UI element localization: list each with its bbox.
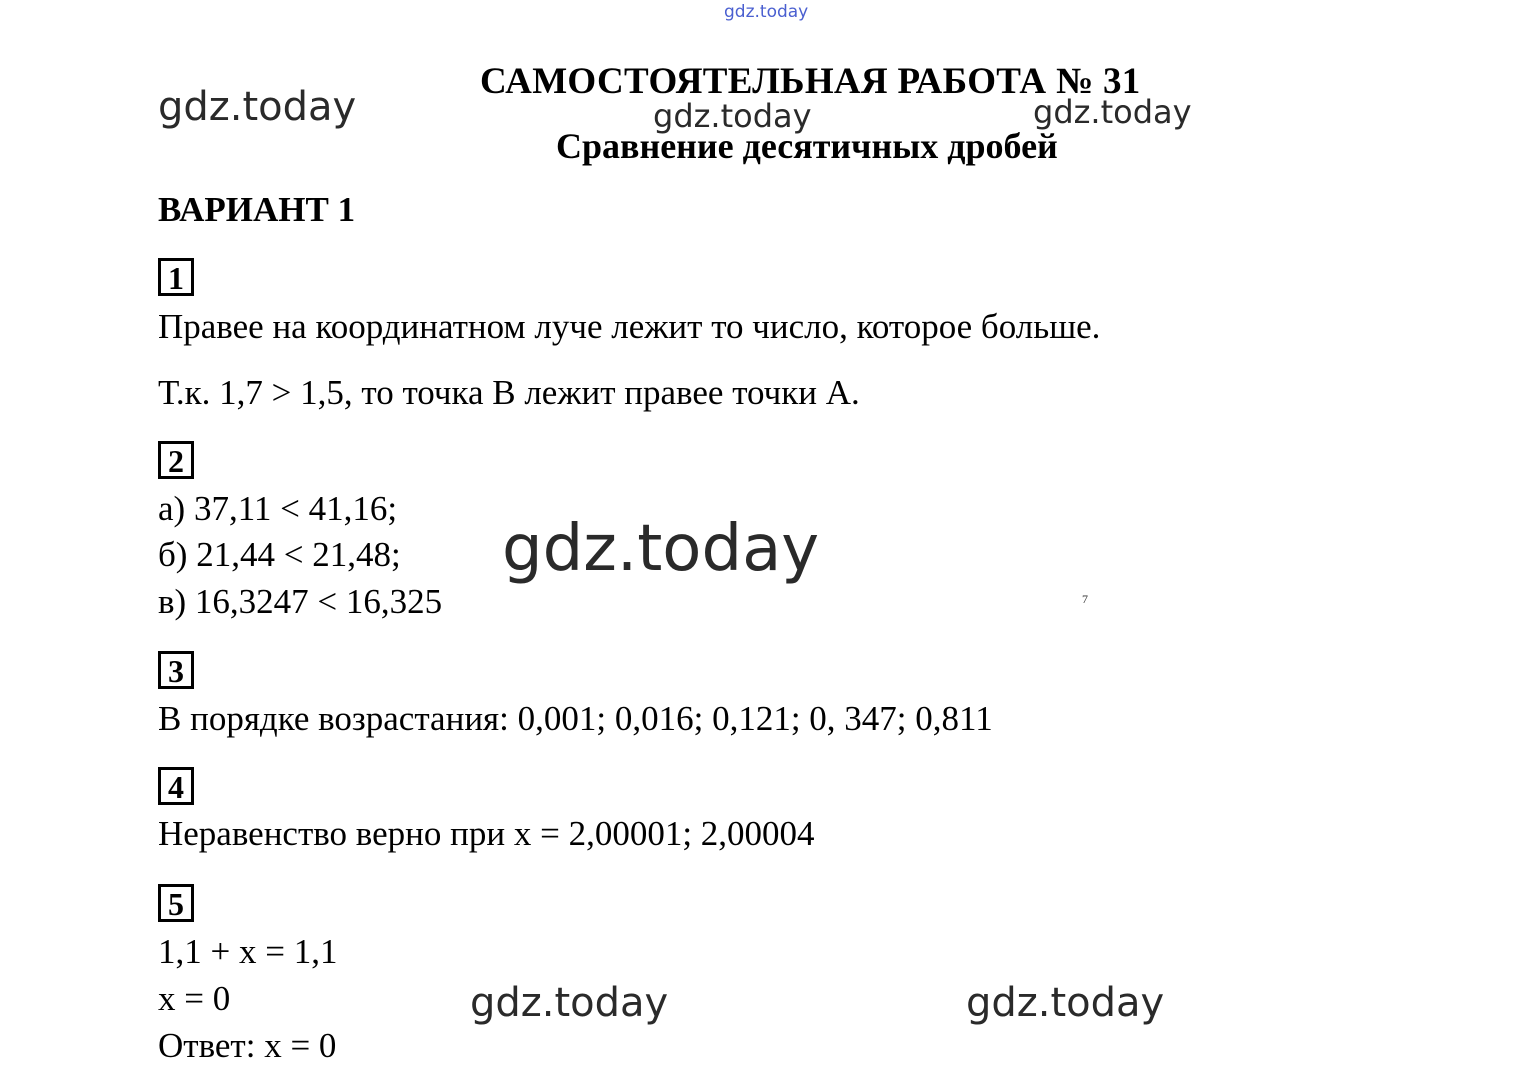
task-number-4: 4	[158, 767, 194, 805]
task-number-2: 2	[158, 441, 194, 479]
task-1-line-1: Правее на координатном луче лежит то число, которое больше.	[158, 307, 1101, 346]
watermark-top: gdz.today	[724, 2, 809, 22]
watermark-bottom-right: gdz.today	[966, 980, 1165, 1026]
stray-mark: 7	[1082, 592, 1088, 606]
watermark-center-big: gdz.today	[502, 512, 820, 586]
task-5-line-3: Ответ: х = 0	[158, 1026, 337, 1065]
task-5-line-2: х = 0	[158, 979, 231, 1018]
task-5-line-1: 1,1 + х = 1,1	[158, 932, 338, 971]
task-2-line-b: б) 21,44 < 21,48;	[158, 535, 401, 574]
watermark-left-header: gdz.today	[158, 84, 357, 130]
task-number-3: 3	[158, 651, 194, 689]
task-2-line-a: а) 37,11 < 41,16;	[158, 489, 398, 528]
variant-heading: ВАРИАНТ 1	[158, 190, 356, 229]
task-3-line-1: В порядке возрастания: 0,001; 0,016; 0,121; 0, 347; 0,811	[158, 699, 993, 738]
watermark-center-header: gdz.today	[653, 97, 812, 135]
page-title: САМОСТОЯТЕЛЬНАЯ РАБОТА № 31	[480, 61, 1141, 102]
task-1-line-2: Т.к. 1,7 > 1,5, то точка В лежит правее точки А.	[158, 373, 860, 412]
task-number-5: 5	[158, 884, 194, 922]
watermark-right-header: gdz.today	[1033, 93, 1192, 131]
page-subtitle: Сравнение десятичных дробей	[556, 126, 1058, 166]
watermark-bottom-left: gdz.today	[470, 980, 669, 1026]
task-number-1: 1	[158, 258, 194, 296]
task-4-line-1: Неравенство верно при х = 2,00001; 2,00004	[158, 814, 815, 853]
task-2-line-c: в) 16,3247 < 16,325	[158, 582, 443, 621]
